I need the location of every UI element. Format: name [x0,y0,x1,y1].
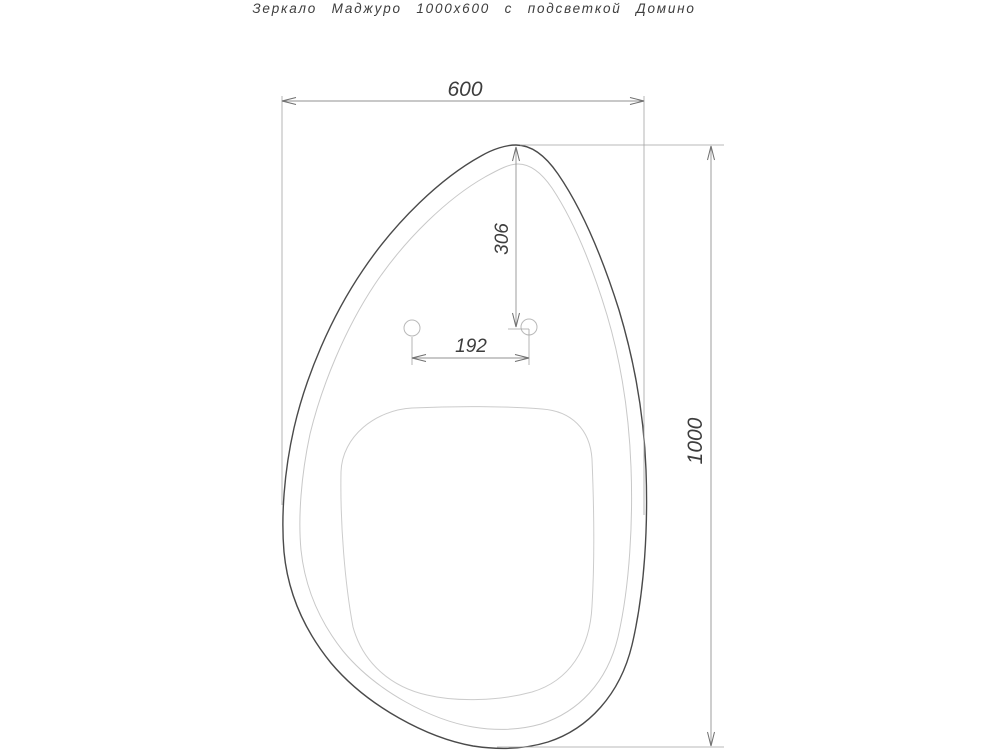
drawing-title: Зеркало Маджуро 1000х600 с подсветкой Домино [252,1,696,16]
dim-height-label: 1000 [684,417,707,465]
dim-width-label: 600 [447,78,483,101]
dim-hole-offset-label: 306 [492,223,513,255]
mirror-outer-outline [283,145,647,748]
dim-hole-spacing [412,329,529,365]
dim-width [282,78,644,515]
dim-hole-offset [492,147,529,329]
dim-hole-spacing-label: 192 [455,336,487,357]
dim-height [497,145,724,747]
light-zone-outline [341,407,594,700]
mounting-hole-left [404,320,420,336]
mirror-inner-outline [300,164,632,729]
